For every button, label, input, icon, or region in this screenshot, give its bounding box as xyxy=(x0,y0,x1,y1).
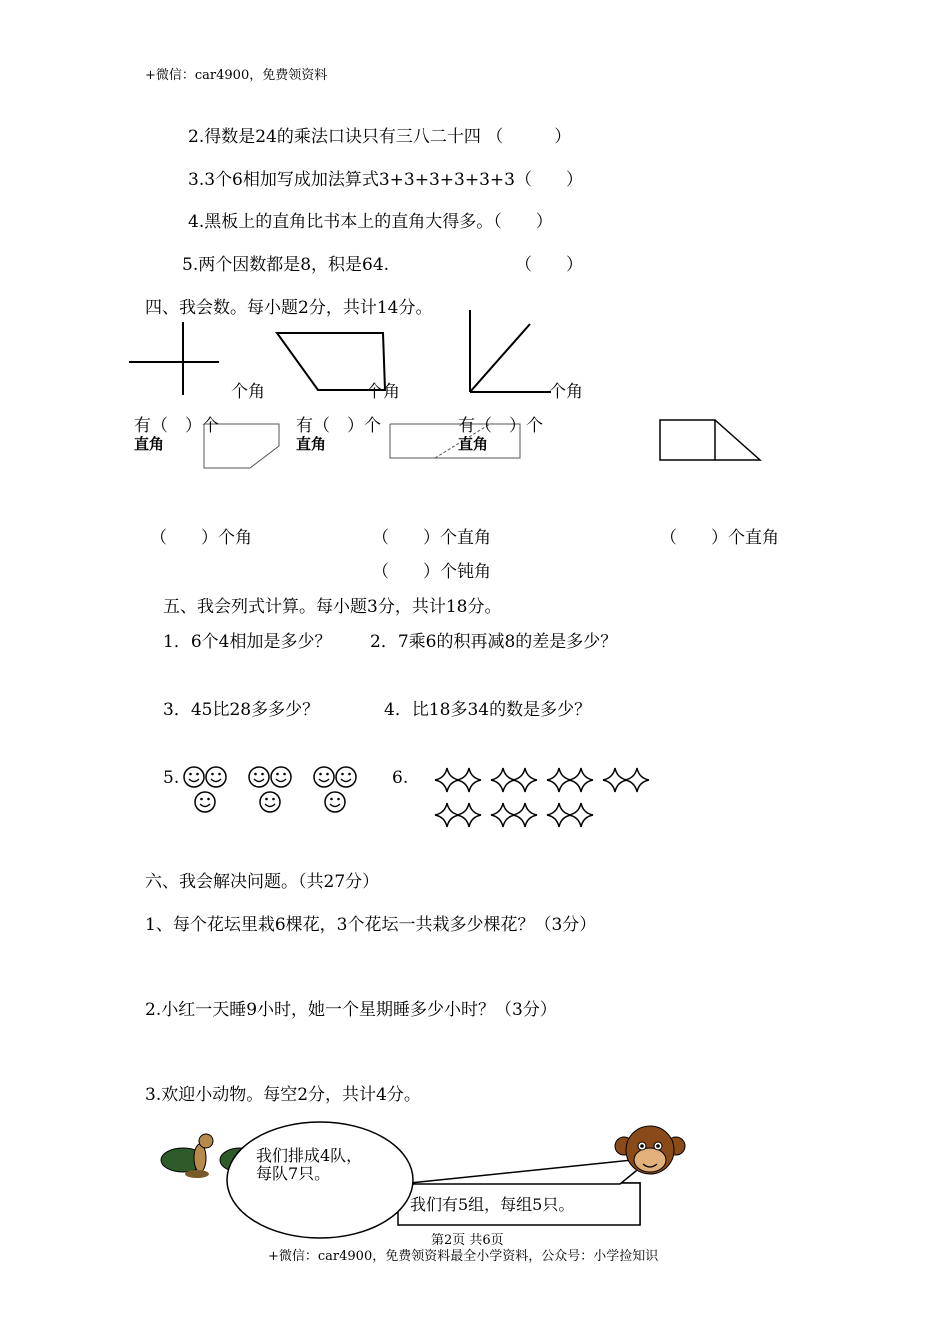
answer-right-angles-1: （ ）个直角 xyxy=(372,528,491,548)
problem-q2: 2.小红一天睡9小时，她一个星期睡多少小时？（3分） xyxy=(145,1000,557,1020)
count-1-right-angle: 直角 xyxy=(134,435,165,453)
judge-item-5: 5.两个因数都是8，积是64. xyxy=(182,255,390,275)
kangaroo-icon-1 xyxy=(161,1134,213,1178)
count-2-right-angle: 直角 xyxy=(296,435,327,453)
page-number: 第2页 共6页 xyxy=(431,1233,504,1248)
calc-q6-label: 6. xyxy=(392,768,409,788)
calc-q4: 4．比18多34的数是多少？ xyxy=(384,700,592,720)
speech-box-pointer xyxy=(400,1158,652,1184)
count-1-prefix: 有（ ）个 xyxy=(134,416,219,436)
judge-item-2: 2.得数是24的乘法口诀只有三八二十四 （ ） xyxy=(188,127,572,147)
judge-item-4: 4.黑板上的直角比书本上的直角大得多。（ ） xyxy=(188,212,553,232)
calc-q3: 3．45比28多多少？ xyxy=(163,700,320,720)
section6-title: 六、我会解决问题。（共27分） xyxy=(145,872,380,892)
bubble1-line1: 我们排成4队， xyxy=(256,1146,363,1165)
calc-q2: 2．7乘6的积再减8的差是多少？ xyxy=(370,632,618,652)
count-3-right-angle: 直角 xyxy=(458,435,489,453)
footer-note: +微信：car4900，免费领资料最全小学资料，公众号：小学捡知识 xyxy=(268,1249,659,1264)
calc-q5-label: 5. xyxy=(163,768,180,788)
header-note: +微信：car4900，免费领资料 xyxy=(145,68,328,83)
bubble1-line2: 每队7只。 xyxy=(256,1164,331,1183)
answer-obtuse-angles: （ ）个钝角 xyxy=(372,562,491,582)
answer-angles: （ ）个角 xyxy=(150,528,252,548)
bubble2-text: 我们有5组，每组5只。 xyxy=(410,1195,575,1214)
judge-item-3: 3.3个6相加写成加法算式3+3+3+3+3+3（ ） xyxy=(188,170,583,190)
section5-title: 五、我会列式计算。每小题3分，共计18分。 xyxy=(163,597,502,617)
count-2-prefix: 有（ ）个 xyxy=(296,416,381,436)
answer-right-angles-2: （ ）个直角 xyxy=(660,528,779,548)
problem-q3: 3.欢迎小动物。每空2分，共计4分。 xyxy=(145,1085,421,1105)
judge-item-5-blank: （ ） xyxy=(515,255,583,275)
section4-title: 四、我会数。每小题2分，共计14分。 xyxy=(145,298,433,318)
cross-angle-label: 个角 xyxy=(231,382,265,402)
trapezoid-angle-label: 个角 xyxy=(366,382,400,402)
count-3-prefix: 有（ ）个 xyxy=(458,416,543,436)
angle-figure-label: 个角 xyxy=(549,382,583,402)
calc-q1: 1．6个4相加是多少？ xyxy=(163,632,332,652)
problem-q1: 1、每个花坛里栽6棵花，3个花坛一共栽多少棵花？（3分） xyxy=(145,915,597,935)
